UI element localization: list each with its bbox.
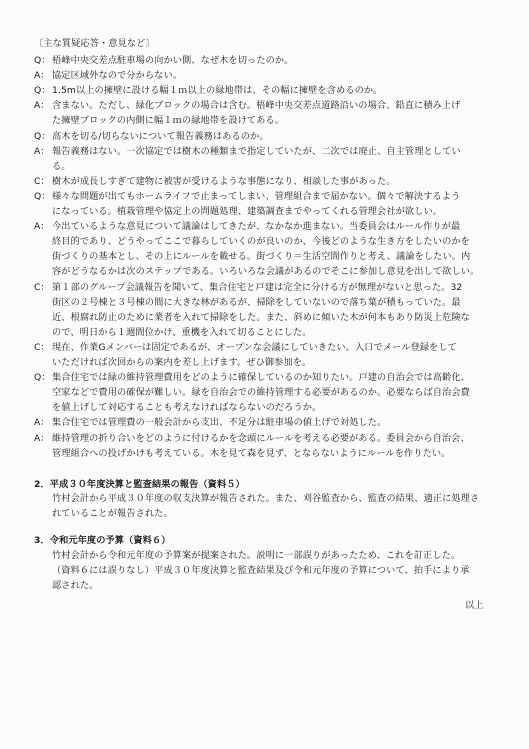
qa-mark: A： — [34, 70, 50, 82]
qa-text-line: 今出ているような意見について議論はしてきたが、なかなか進まない。当委員会はルール作りが最 — [52, 221, 461, 233]
section3-line: 認された。 — [52, 580, 99, 591]
qa-text-line: 樹木が成長しすぎて建物に被害が受けるような事態になり、相談した事があった。 — [52, 175, 396, 187]
qa-mark: C： — [34, 175, 50, 187]
qa-text-line: 高木を切る/切らないについて報告義務はあるのか。 — [52, 130, 269, 142]
qa-text-line: 終目的であり、どうやってここで暮らしていくのが良いのか、今後どのような生き方をしたいのかを — [52, 236, 470, 248]
section3-line: 竹村会計から令和元年度の予算案が提案された。説明に一部誤りがあったため、これを訂正した。 — [52, 550, 461, 561]
qa-mark: Q： — [34, 85, 51, 97]
qa-text-line: を値上げして対応することも考えなければならないのだろうか。 — [52, 402, 322, 414]
qa-mark: Q： — [34, 372, 51, 384]
section2-line: れていることが報告された。 — [52, 508, 173, 519]
qa-text-line: いただければ次回からの案内を差し上げます。ぜひ御参加を。 — [52, 357, 312, 368]
qa-text-line: になっている。植栽管理や協定上の問題処理、建築調査までやってくれる管理会社が欲しい。 — [52, 206, 443, 217]
qa-mark: A： — [34, 145, 50, 157]
qa-text-line: 空家などで費用の確保が難しい。緑を自治会での維持管理する必要があるのか。必要ならば自治会費 — [52, 387, 470, 399]
qa-text-line: 容がどうなるかは次のステップである。いろいろな会議があるのでそこに参加し意見を出して欲しい。 — [52, 266, 480, 278]
qa-mark: A： — [34, 417, 50, 429]
qa-mark: Q： — [34, 190, 51, 202]
qa-text-line: た擁壁ブロックの内側に幅１ｍの緑地帯を設けてある。 — [52, 115, 285, 127]
qa-text-line: 第１部のグループ会議報告を聞いて、集合住宅と戸建は完全に分ける方が無理がないと思った。32 — [52, 281, 463, 293]
section-heading: 〔主な質疑応答・意見など〕 — [34, 38, 155, 49]
qa-mark: C： — [34, 341, 50, 353]
qa-mark: A： — [34, 432, 50, 444]
qa-text-line: 協定区域外なので分からない。 — [52, 70, 183, 82]
section2-line: 竹村会計から平成３０年度の収支決算が報告された。また、刈谷監査から、監査の結果、適正に処理さ — [52, 493, 480, 504]
qa-mark: Q： — [34, 130, 51, 142]
qa-text-line: 現在、作業Gメンバーは固定であるが、オープンな会議にしていきたい。入口でメール登録をして — [52, 341, 457, 353]
qa-text-line: 報告義務はない。一次協定では樹木の種類まで指定していたが、二次では廃止、自主管理としてい — [52, 145, 461, 157]
qa-text-line: 梧峰中央交差点駐車場の向かい側、なぜ木を切ったのか。 — [52, 55, 294, 66]
section3-line: （資料６には誤りなし）平成３０年度決算と監査結果及び令和元年度の予算について、拍手により承 — [52, 565, 470, 576]
qa-text-line: 様々な問題が出てもホームライフで止まってしまい、管理組合まで届かない。個々で解決するよう — [52, 190, 461, 202]
qa-text-line: ので、明日から１週間位かけ、重機を入れて切ることにした。 — [52, 326, 312, 338]
qa-text-line: 集合住宅では緑の維持管理費用をどのように確保しているのか知りたい。戸建の自治会では高齢化、 — [52, 372, 470, 384]
qa-text-line: 管理組合への投げかけも考えている。木を見て森を見ず、とならないようにルールを作りたい。 — [52, 447, 451, 459]
qa-text-line: る。 — [52, 160, 71, 172]
qa-mark: A： — [34, 100, 50, 112]
qa-mark: C： — [34, 281, 50, 293]
qa-text-line: 近、根腐れ防止のために業者を入れて掃除をした。また、斜めに傾いた木が何本もあり防災上危険な — [52, 311, 470, 323]
qa-text-line: 街区の２号棟と３号棟の間に大きな林があるが、掃除をしていないので落ち葉が積もっていた。最 — [52, 296, 461, 308]
qa-text-line: 街づくりの基本とし、その上にルールを載せる。街づくり＝生活空間作りと考え、議論をしたい。内 — [52, 251, 471, 263]
qa-text-line: 集合住宅では管理費の一般会計から支出、不足分は駐車場の値上げで対処した。 — [52, 417, 387, 429]
section3-title: 3．令和元年度の予算（資料６） — [34, 535, 171, 546]
qa-mark: A： — [34, 221, 50, 233]
qa-text-line: 1.5m以上の擁壁に設ける幅１ｍ以上の緑地帯は、その幅に擁壁を含めるのか。 — [52, 85, 383, 97]
qa-text-line: 維持管理の折り合いをどのように付けるかを念頭にルールを考える必要がある。委員会から自治会、 — [52, 432, 470, 444]
qa-mark: Q： — [34, 55, 51, 66]
qa-text-line: 含まない。ただし、緑化ブロックの場合は含む。梧峰中央交差点道路沿いの場合、鉛直に積み上げ — [52, 100, 461, 112]
closing-mark: 以上 — [465, 600, 484, 611]
section2-title: 2．平成３０年度決算と監査結果の報告（資料５） — [34, 479, 245, 490]
